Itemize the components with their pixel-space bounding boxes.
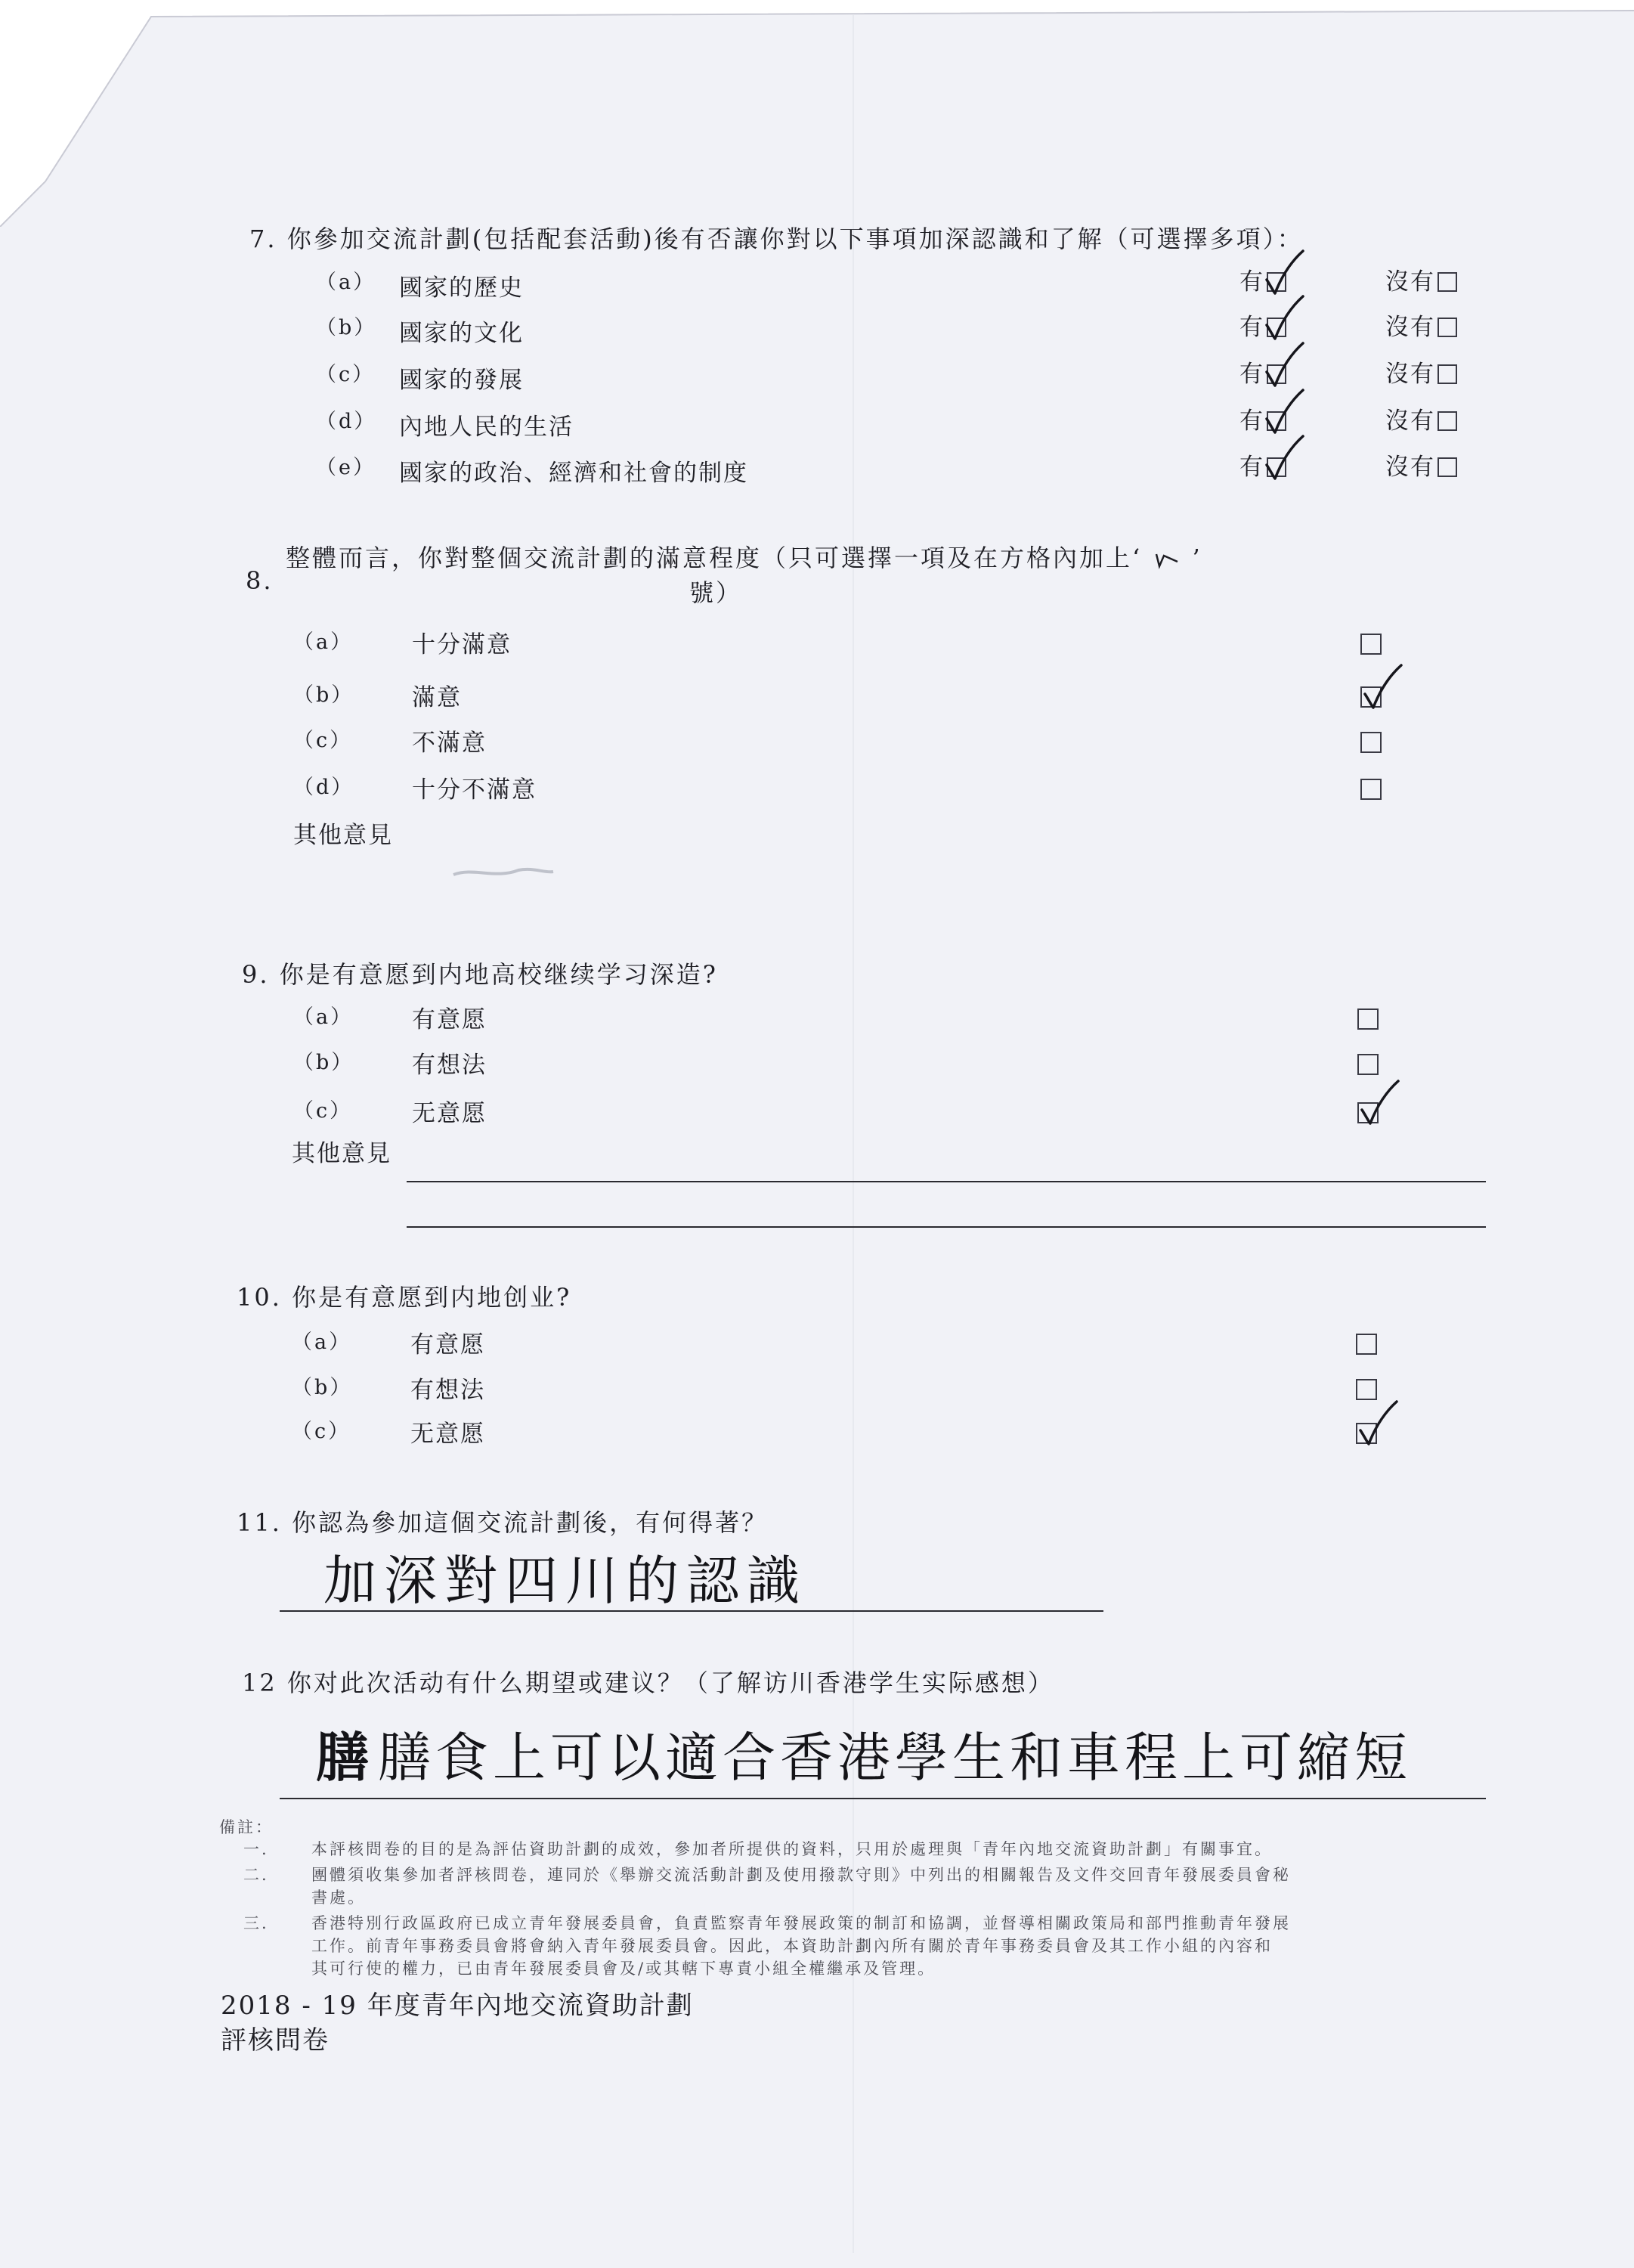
q8-title-line1: 整體而言，你對整個交流計劃的滿意程度（只可選擇一項及在方格內加上‘ ’: [286, 544, 1202, 572]
q9-other-label: 其他意見: [292, 1140, 391, 1167]
q7-no-checkbox[interactable]: [1437, 411, 1457, 431]
paper-corner-shadow: [0, 0, 1634, 227]
note-text: 團體須收集參加者評核問卷，連同於《舉辦交流活動計劃及使用撥款守則》中列出的相關報告及文件交回青年發展委員會秘: [311, 1866, 1291, 1884]
q7-yes-label: 有: [1239, 454, 1264, 481]
q11-answer-line: [280, 1610, 1103, 1612]
q7-no-checkbox[interactable]: [1437, 457, 1457, 477]
q7-option-text: 國家的政治、經濟和社會的制度: [399, 460, 748, 487]
q7-option-letter: （d）: [316, 410, 377, 433]
q9-option-letter: （c）: [293, 1099, 353, 1123]
q9-option-text: 有想法: [412, 1052, 487, 1079]
q9-option-text: 有意愿: [412, 1006, 487, 1033]
q7-yes-label: 有: [1239, 407, 1264, 435]
q10-option-letter: （a）: [292, 1331, 352, 1354]
q11-handwritten-answer: 加深對四川的認識: [323, 1550, 807, 1612]
q10-option-letter: （b）: [292, 1376, 353, 1399]
q7-yes-tick-icon: [1264, 295, 1306, 343]
q7-no-label: 沒有: [1385, 454, 1435, 481]
q9-title: 9. 你是有意愿到内地高校继续学习深造?: [242, 960, 718, 989]
q10-option-text: 有意愿: [410, 1331, 485, 1359]
q10-option-text: 无意愿: [410, 1421, 485, 1448]
q7-option-letter: （b）: [316, 316, 377, 339]
q7-option-text: 國家的文化: [399, 320, 524, 347]
q10-option-letter: （c）: [292, 1420, 351, 1443]
q9-option-text: 无意愿: [412, 1100, 487, 1127]
q8-option-letter: （b）: [293, 683, 354, 707]
q8-checkbox[interactable]: [1360, 732, 1382, 753]
q10-title: 10. 你是有意愿到内地创业?: [237, 1283, 572, 1312]
note-text: 香港特別行政區政府已成立青年發展委員會，負責監察青年發展政策的制訂和協調，並督導相關政策局和部門推動青年發展: [311, 1914, 1291, 1932]
q7-option-letter: （a）: [316, 271, 376, 294]
q7-no-label: 沒有: [1385, 314, 1435, 341]
q8-option-text: 十分滿意: [412, 631, 512, 658]
q7-no-checkbox[interactable]: [1437, 272, 1457, 292]
q8-option-letter: （c）: [293, 729, 353, 752]
eraser-smudge: [450, 864, 556, 882]
q8-option-letter: （a）: [293, 631, 354, 654]
q8-option-text: 十分不滿意: [412, 776, 537, 804]
check-symbol-icon: [1152, 550, 1182, 571]
q7-yes-tick-icon: [1264, 342, 1306, 390]
q7-yes-label: 有: [1239, 314, 1264, 341]
q7-option-text: 國家的發展: [399, 367, 524, 394]
q7-no-checkbox[interactable]: [1437, 318, 1457, 337]
q7-option-letter: （c）: [316, 363, 376, 386]
q8-option-text: 滿意: [412, 684, 462, 711]
q8-tick-icon: [1362, 664, 1404, 712]
q12-crossed-out-char: 膳: [316, 1727, 369, 1789]
note-number: 二.: [243, 1866, 269, 1884]
footer-form-name: 評核問卷: [221, 2025, 330, 2056]
q7-no-label: 沒有: [1385, 268, 1435, 296]
q10-checkbox[interactable]: [1356, 1379, 1377, 1400]
q8-title-line2: 號）: [689, 578, 743, 607]
q7-title: 7. 你參加交流計劃(包括配套活動)後有否讓你對以下事項加深認識和了解（可選擇多項）：: [249, 225, 1304, 253]
q7-yes-tick-icon: [1264, 389, 1306, 437]
q8-checkbox[interactable]: [1360, 779, 1382, 800]
q12-handwritten-answer: 膳食上可以適合香港學生和車程上可縮短: [378, 1727, 1412, 1789]
q7-yes-label: 有: [1239, 268, 1264, 296]
q8-title-text: 整體而言，你對整個交流計劃的滿意程度（只可選擇一項及在方格內加上‘: [286, 544, 1143, 572]
q12-title: 12 你对此次活动有什么期望或建议？（了解访川香港学生实际感想）: [242, 1668, 1054, 1697]
note-text: 其可行使的權力，已由青年發展委員會及/或其轄下專責小組全權繼承及管理。: [311, 1960, 936, 1978]
q9-checkbox[interactable]: [1357, 1054, 1379, 1075]
note-number: 一.: [243, 1840, 269, 1858]
q7-no-checkbox[interactable]: [1437, 364, 1457, 384]
note-number: 三.: [243, 1914, 269, 1932]
q8-option-text: 不滿意: [412, 730, 487, 757]
q9-other-line-1: [407, 1181, 1486, 1182]
q12-answer-line: [280, 1798, 1486, 1799]
q9-option-letter: （a）: [293, 1005, 354, 1029]
q8-checkbox[interactable]: [1360, 634, 1382, 655]
q7-option-text: 國家的歷史: [399, 274, 524, 302]
q9-other-line-2: [407, 1226, 1486, 1228]
q7-no-label: 沒有: [1385, 407, 1435, 435]
q7-yes-label: 有: [1239, 361, 1264, 388]
q10-tick-icon: [1357, 1400, 1400, 1448]
footer-programme-title: 2018 - 19 年度青年內地交流資助計劃: [221, 1991, 694, 2021]
note-text: 工作。前青年事務委員會將會納入青年發展委員會。因此，本資助計劃內所有關於青年事務委員會及其工作小組的內容和: [311, 1937, 1273, 1955]
note-text: 本評核問卷的目的是為評估資助計劃的成效，參加者所提供的資料，只用於處理與「青年內地交流資助計劃」有關事宜。: [311, 1840, 1273, 1858]
notes-label: 備註：: [219, 1818, 274, 1836]
q9-checkbox[interactable]: [1357, 1009, 1379, 1030]
q7-no-label: 沒有: [1385, 361, 1435, 388]
q11-title: 11. 你認為參加這個交流計劃後，有何得著？: [237, 1508, 769, 1537]
q10-checkbox[interactable]: [1356, 1334, 1377, 1355]
q9-tick-icon: [1359, 1080, 1401, 1128]
q9-option-letter: （b）: [293, 1051, 354, 1074]
q7-yes-tick-icon: [1264, 249, 1306, 298]
q7-yes-tick-icon: [1264, 435, 1306, 483]
q8-other-label: 其他意見: [293, 822, 393, 849]
q7-option-letter: （e）: [316, 456, 376, 479]
q8-option-letter: （d）: [293, 776, 354, 799]
q7-option-text: 內地人民的生活: [399, 414, 574, 441]
q10-option-text: 有想法: [410, 1377, 485, 1404]
note-text: 書處。: [311, 1888, 366, 1907]
q8-number: 8.: [246, 566, 274, 595]
